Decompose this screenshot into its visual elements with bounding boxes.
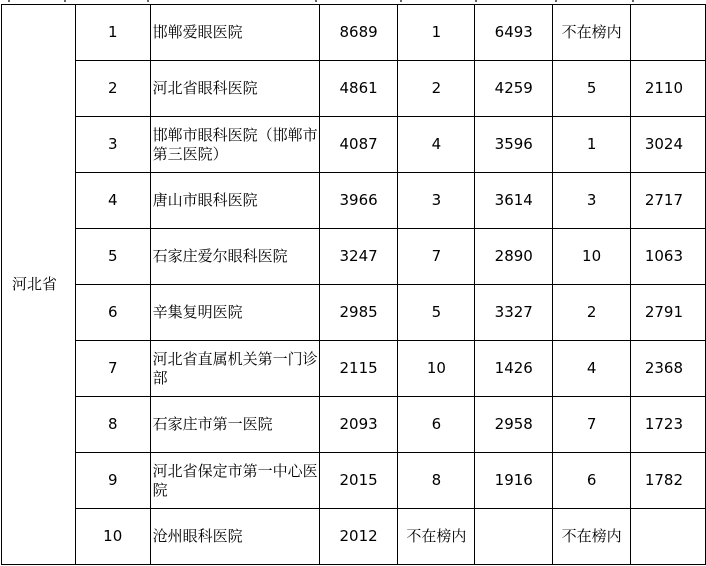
province-cell[interactable]: 河北省: [2, 5, 76, 565]
value-cell-1[interactable]: 2985: [319, 285, 398, 341]
value-cell-2[interactable]: 5: [398, 285, 475, 341]
value-cell-1[interactable]: 3247: [319, 229, 398, 285]
value-cell-4[interactable]: 不在榜内: [553, 509, 631, 565]
value-cell-5[interactable]: 1723: [631, 397, 706, 453]
value-cell-4[interactable]: 6: [553, 453, 631, 509]
value-cell-3[interactable]: 2958: [475, 397, 553, 453]
value-cell-1[interactable]: 4087: [319, 117, 398, 173]
value-cell-1[interactable]: 2015: [319, 453, 398, 509]
value-cell-3[interactable]: 3327: [475, 285, 553, 341]
table-row[interactable]: [2, 509, 706, 565]
hospital-name-cell[interactable]: 辛集复明医院: [150, 285, 319, 341]
value-cell-5[interactable]: 2791: [631, 285, 706, 341]
value-cell-5[interactable]: 1782: [631, 453, 706, 509]
value-cell-2[interactable]: 1: [398, 5, 475, 61]
value-cell-3[interactable]: 1426: [475, 341, 553, 397]
value-cell-5[interactable]: [631, 5, 706, 61]
value-cell-4[interactable]: 10: [553, 229, 631, 285]
table-row[interactable]: [2, 61, 706, 117]
hospital-name-cell[interactable]: 邯郸市眼科医院（邯郸市第三医院）: [150, 117, 319, 173]
rank-cell[interactable]: 5: [75, 229, 150, 285]
table-row[interactable]: [2, 229, 706, 285]
value-cell-5[interactable]: 3024: [631, 117, 706, 173]
table-row[interactable]: [2, 453, 706, 509]
rank-cell[interactable]: 7: [75, 341, 150, 397]
rank-cell[interactable]: 3: [75, 117, 150, 173]
value-cell-1[interactable]: 2012: [319, 509, 398, 565]
rank-cell[interactable]: 8: [75, 397, 150, 453]
value-cell-3[interactable]: 2890: [475, 229, 553, 285]
value-cell-1[interactable]: 8689: [319, 5, 398, 61]
rank-cell[interactable]: 4: [75, 173, 150, 229]
rank-cell[interactable]: 1: [75, 5, 150, 61]
table-row[interactable]: [2, 5, 706, 61]
value-cell-3[interactable]: 3596: [475, 117, 553, 173]
table-row[interactable]: [2, 397, 706, 453]
value-cell-1[interactable]: 3966: [319, 173, 398, 229]
value-cell-3[interactable]: [475, 509, 553, 565]
hospital-name-cell[interactable]: 石家庄市第一医院: [150, 397, 319, 453]
hospital-name-cell[interactable]: 石家庄爱尔眼科医院: [150, 229, 319, 285]
hospital-name-cell[interactable]: 唐山市眼科医院: [150, 173, 319, 229]
value-cell-5[interactable]: [631, 509, 706, 565]
rank-cell[interactable]: 10: [75, 509, 150, 565]
value-cell-1[interactable]: 2115: [319, 341, 398, 397]
value-cell-2[interactable]: 4: [398, 117, 475, 173]
value-cell-3[interactable]: 4259: [475, 61, 553, 117]
table-row[interactable]: [2, 285, 706, 341]
value-cell-4[interactable]: 2: [553, 285, 631, 341]
ranking-table: [1, 4, 706, 565]
rank-cell[interactable]: 2: [75, 61, 150, 117]
value-cell-2[interactable]: 10: [398, 341, 475, 397]
value-cell-3[interactable]: 6493: [475, 5, 553, 61]
rank-cell[interactable]: 6: [75, 285, 150, 341]
value-cell-5[interactable]: 2368: [631, 341, 706, 397]
value-cell-1[interactable]: 2093: [319, 397, 398, 453]
value-cell-1[interactable]: 4861: [319, 61, 398, 117]
value-cell-2[interactable]: 7: [398, 229, 475, 285]
value-cell-2[interactable]: 6: [398, 397, 475, 453]
value-cell-4[interactable]: 不在榜内: [553, 5, 631, 61]
hospital-name-cell[interactable]: 沧州眼科医院: [150, 509, 319, 565]
value-cell-5[interactable]: 2717: [631, 173, 706, 229]
value-cell-3[interactable]: 1916: [475, 453, 553, 509]
value-cell-2[interactable]: 2: [398, 61, 475, 117]
value-cell-4[interactable]: 7: [553, 397, 631, 453]
value-cell-2[interactable]: 8: [398, 453, 475, 509]
value-cell-4[interactable]: 3: [553, 173, 631, 229]
value-cell-2[interactable]: 3: [398, 173, 475, 229]
value-cell-5[interactable]: 1063: [631, 229, 706, 285]
hospital-name-cell[interactable]: 邯郸爱眼医院: [150, 5, 319, 61]
hospital-name-cell[interactable]: 河北省直属机关第一门诊部: [150, 341, 319, 397]
value-cell-4[interactable]: 5: [553, 61, 631, 117]
value-cell-4[interactable]: 4: [553, 341, 631, 397]
table-row[interactable]: [2, 341, 706, 397]
hospital-name-cell[interactable]: 河北省眼科医院: [150, 61, 319, 117]
hospital-name-cell[interactable]: 河北省保定市第一中心医院: [150, 453, 319, 509]
table-row[interactable]: [2, 173, 706, 229]
value-cell-4[interactable]: 1: [553, 117, 631, 173]
value-cell-3[interactable]: 3614: [475, 173, 553, 229]
table-row[interactable]: [2, 117, 706, 173]
value-cell-5[interactable]: 2110: [631, 61, 706, 117]
value-cell-2[interactable]: 不在榜内: [398, 509, 475, 565]
rank-cell[interactable]: 9: [75, 453, 150, 509]
